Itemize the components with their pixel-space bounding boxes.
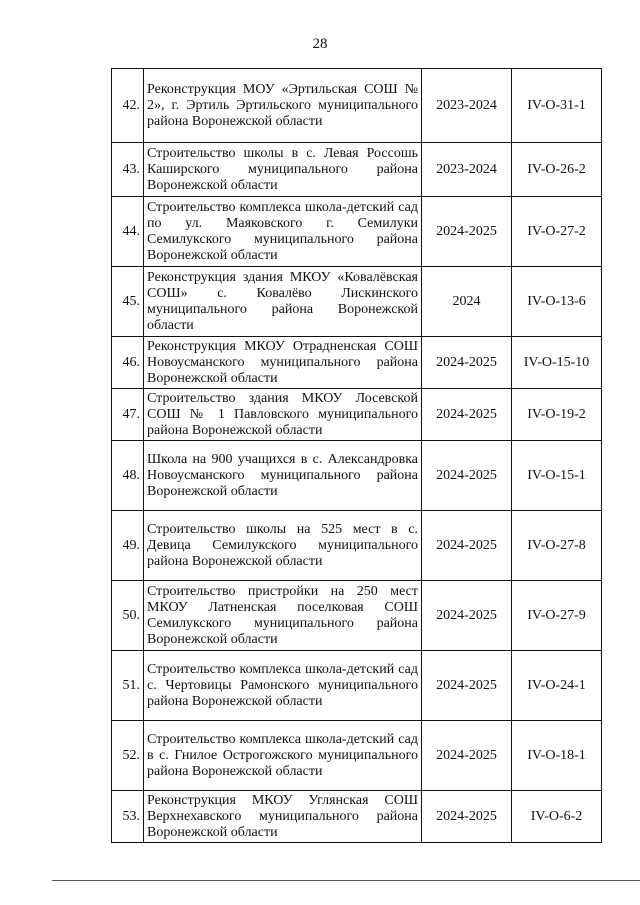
object-code: IV-O-19-2: [512, 389, 602, 441]
implementation-years: 2024-2025: [422, 337, 512, 389]
row-number: 45.: [112, 267, 144, 337]
implementation-years: 2024-2025: [422, 791, 512, 843]
object-code: IV-O-27-2: [512, 197, 602, 267]
object-name: Строительство школы на 525 мест в с. Девица Семилукского муниципального района Воронежской области: [144, 511, 422, 581]
table-row: [112, 143, 602, 197]
row-number: 44.: [112, 197, 144, 267]
implementation-years: 2024-2025: [422, 511, 512, 581]
objects-table: [111, 68, 602, 843]
row-number: 51.: [112, 651, 144, 721]
object-code: IV-O-15-1: [512, 441, 602, 511]
object-code: IV-O-24-1: [512, 651, 602, 721]
table-row: [112, 791, 602, 843]
implementation-years: 2024-2025: [422, 197, 512, 267]
table-row: [112, 441, 602, 511]
row-number: 49.: [112, 511, 144, 581]
table-row: [112, 389, 602, 441]
object-code: IV-O-27-9: [512, 581, 602, 651]
table-row: [112, 267, 602, 337]
object-name: Реконструкция МКОУ Отрадненская СОШ Новоусманского муниципального района Воронежской области: [144, 337, 422, 389]
object-name: Строительство пристройки на 250 мест МКОУ Латненская поселковая СОШ Семилукского муниципального района Воронежской области: [144, 581, 422, 651]
implementation-years: 2024: [422, 267, 512, 337]
table-row: [112, 69, 602, 143]
object-name: Реконструкция МКОУ Углянская СОШ Верхнехавского муниципального района Воронежской области: [144, 791, 422, 843]
footer-divider: [52, 880, 640, 881]
object-name: Реконструкция МОУ «Эртильская СОШ № 2», г. Эртиль Эртильского муниципального района Воронежской области: [144, 69, 422, 143]
row-number: 42.: [112, 69, 144, 143]
row-number: 46.: [112, 337, 144, 389]
object-code: IV-O-26-2: [512, 143, 602, 197]
object-name: Школа на 900 учащихся в с. Александровка Новоусманского муниципального района Воронежской области: [144, 441, 422, 511]
object-code: IV-O-6-2: [512, 791, 602, 843]
implementation-years: 2023-2024: [422, 69, 512, 143]
object-code: IV-O-13-6: [512, 267, 602, 337]
object-name: Реконструкция здания МКОУ «Ковалёвская СОШ» с. Ковалёво Лискинского муниципального района Воронежской области: [144, 267, 422, 337]
page-number: 28: [312, 36, 328, 52]
row-number: 43.: [112, 143, 144, 197]
row-number: 50.: [112, 581, 144, 651]
implementation-years: 2024-2025: [422, 581, 512, 651]
implementation-years: 2024-2025: [422, 651, 512, 721]
row-number: 52.: [112, 721, 144, 791]
row-number: 53.: [112, 791, 144, 843]
object-name: Строительство комплекса школа-детский сад в с. Гнилое Острогожского муниципального района Воронежской области: [144, 721, 422, 791]
object-name: Строительство школы в с. Левая Россошь Каширского муниципального района Воронежской области: [144, 143, 422, 197]
object-code: IV-O-15-10: [512, 337, 602, 389]
table-row: [112, 511, 602, 581]
object-name: Строительство комплекса школа-детский сад с. Чертовицы Рамонского муниципального района Воронежской области: [144, 651, 422, 721]
implementation-years: 2023-2024: [422, 143, 512, 197]
implementation-years: 2024-2025: [422, 721, 512, 791]
object-code: IV-O-18-1: [512, 721, 602, 791]
table-row: [112, 651, 602, 721]
table-row: [112, 721, 602, 791]
table-row: [112, 197, 602, 267]
object-code: IV-O-27-8: [512, 511, 602, 581]
object-code: IV-O-31-1: [512, 69, 602, 143]
row-number: 47.: [112, 389, 144, 441]
table-row: [112, 337, 602, 389]
row-number: 48.: [112, 441, 144, 511]
implementation-years: 2024-2025: [422, 389, 512, 441]
object-name: Строительство комплекса школа-детский сад по ул. Маяковского г. Семилуки Семилукского муниципального района Воронежской области: [144, 197, 422, 267]
table-row: [112, 581, 602, 651]
implementation-years: 2024-2025: [422, 441, 512, 511]
object-name: Строительство здания МКОУ Лосевской СОШ № 1 Павловского муниципального района Воронежской области: [144, 389, 422, 441]
